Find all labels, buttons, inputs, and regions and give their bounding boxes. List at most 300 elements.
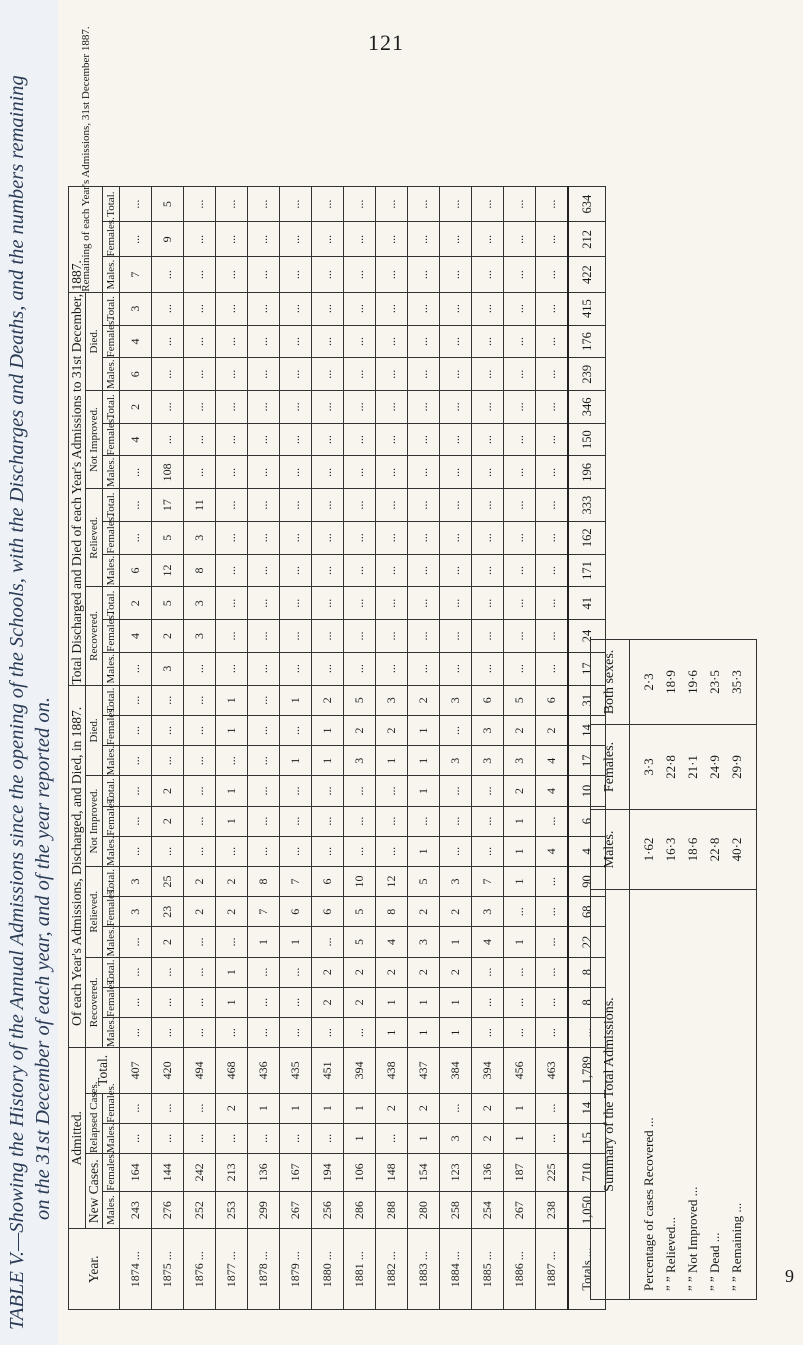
table-cell: ... xyxy=(344,1017,376,1047)
table-cell: ... xyxy=(408,489,440,522)
table-cell: ... xyxy=(216,652,248,685)
table-cell: ... xyxy=(408,187,440,222)
table-cell: ... xyxy=(472,587,504,620)
table-cell: ... xyxy=(312,927,344,957)
table-cell: ... xyxy=(312,358,344,391)
table-cell: 710 xyxy=(568,1153,606,1191)
table-cell: 31 xyxy=(568,685,606,715)
table-cell: 1 xyxy=(216,957,248,987)
table-cell: 4 xyxy=(472,927,504,957)
table-cell: 436 xyxy=(248,1048,280,1093)
table-cell: ... xyxy=(184,806,216,836)
table-cell: 23 xyxy=(152,897,184,927)
year-cell: 1877 ... xyxy=(216,1229,248,1310)
table-cell: 2 xyxy=(312,685,344,715)
header-males: Males. xyxy=(103,257,120,292)
table-cell: 4 xyxy=(536,776,569,806)
table-cell: 5 xyxy=(344,927,376,957)
table-cell: ... xyxy=(120,987,152,1017)
table-cell: ... xyxy=(248,521,280,554)
summary-value: 18·6 xyxy=(685,837,700,862)
table-cell: ... xyxy=(184,325,216,358)
table-cell: 7 xyxy=(472,866,504,896)
header-males: Males. xyxy=(103,554,120,587)
header-males: Males. xyxy=(103,1017,120,1047)
table-cell: ... xyxy=(216,746,248,776)
summary-labels xyxy=(630,890,757,1300)
table-cell: 3 xyxy=(440,685,472,715)
table-cell: ... xyxy=(248,806,280,836)
table-cell: 256 xyxy=(312,1191,344,1229)
table-cell: ... xyxy=(504,554,536,587)
header-total: Total. xyxy=(103,866,120,896)
summary-col-males: Males. xyxy=(591,810,630,890)
table-cell: ... xyxy=(312,652,344,685)
table-cell: 1 xyxy=(504,806,536,836)
table-cell: ... xyxy=(120,927,152,957)
table-cell: ... xyxy=(280,257,312,292)
table-cell: ... xyxy=(152,257,184,292)
table-cell: ... xyxy=(312,292,344,325)
table-cell: ... xyxy=(216,620,248,653)
summary-table xyxy=(590,639,757,1300)
table-cell: ... xyxy=(408,325,440,358)
table-cell: ... xyxy=(248,358,280,391)
summary-rotated xyxy=(590,640,795,1300)
header-total: Total. xyxy=(103,587,120,620)
table-row xyxy=(408,81,440,1310)
table-cell: 176 xyxy=(568,325,606,358)
table-cell: ... xyxy=(472,620,504,653)
table-row xyxy=(312,81,344,1310)
table-cell: ... xyxy=(344,391,376,424)
table-cell: ... xyxy=(440,456,472,489)
table-row xyxy=(504,81,536,1310)
table-cell: ... xyxy=(152,715,184,745)
header-admitted: Admitted. xyxy=(69,1048,86,1229)
table-cell: 164 xyxy=(120,1153,152,1191)
header-females: Females. xyxy=(103,715,120,745)
table-cell: 3 xyxy=(344,746,376,776)
header-females: Females. xyxy=(103,897,120,927)
table-cell: ... xyxy=(344,358,376,391)
table-cell: ... xyxy=(504,187,536,222)
table-cell: ... xyxy=(184,187,216,222)
table-row xyxy=(280,81,312,1310)
header-total: Total. xyxy=(103,489,120,522)
table-cell: ... xyxy=(312,587,344,620)
header-males: Males. xyxy=(103,1123,120,1153)
table-body xyxy=(69,26,606,1310)
table-cell: 2 xyxy=(120,587,152,620)
table-cell: 1 xyxy=(216,806,248,836)
table-cell: ... xyxy=(504,423,536,456)
table-cell: ... xyxy=(440,836,472,866)
table-cell: ... xyxy=(216,836,248,866)
table-cell: ... xyxy=(376,652,408,685)
table-cell: 8 xyxy=(248,866,280,896)
table-cell: 3 xyxy=(472,715,504,745)
table-cell: ... xyxy=(120,836,152,866)
table-cell: 167 xyxy=(280,1153,312,1191)
table-cell: 1 xyxy=(248,1093,280,1123)
page-number: 121 xyxy=(368,30,404,55)
table-cell: 420 xyxy=(152,1048,184,1093)
summary-value: 23·5 xyxy=(707,670,722,694)
table-cell: 17 xyxy=(568,652,606,685)
table-cell: 6 xyxy=(120,554,152,587)
table-cell: 5 xyxy=(152,187,184,222)
summary-label: Percentage of cases Recovered ... xyxy=(641,1117,656,1291)
table-cell: ... xyxy=(472,776,504,806)
summary-value: 35·3 xyxy=(729,670,744,694)
table-cell: 12 xyxy=(376,866,408,896)
title-line-2: on the 31st December of each year, and of the year reported on. xyxy=(32,696,54,1220)
table-cell: 3 xyxy=(184,620,216,653)
table-cell: ... xyxy=(504,489,536,522)
table-cell: 1 xyxy=(216,715,248,745)
table-cell: ... xyxy=(536,187,569,222)
table-cell: ... xyxy=(280,358,312,391)
table-cell: ... xyxy=(280,325,312,358)
table-cell: ... xyxy=(152,1123,184,1153)
table-cell: 6 xyxy=(120,358,152,391)
title-line-1: TABLE V.—Showing the History of the Annual Admissions since the opening of the Schools, with the Discharges and Deaths, and the numbers remaining xyxy=(6,75,28,1330)
table-cell: ... xyxy=(376,222,408,257)
table-cell: ... xyxy=(472,222,504,257)
table-cell: ... xyxy=(504,292,536,325)
table-cell: ... xyxy=(184,957,216,987)
summary-value: 21·1 xyxy=(685,755,700,779)
table-cell: ... xyxy=(152,746,184,776)
table-cell: ... xyxy=(472,456,504,489)
table-cell: 288 xyxy=(376,1191,408,1229)
table-cell: ... xyxy=(504,325,536,358)
table-cell: 4 xyxy=(568,836,606,866)
table-cell: ... xyxy=(376,292,408,325)
table-cell: ... xyxy=(184,222,216,257)
table-cell: ... xyxy=(440,1093,472,1123)
table-cell: 90 xyxy=(568,866,606,896)
summary-col-both: Both sexes. xyxy=(591,640,630,725)
table-cell: 1 xyxy=(504,927,536,957)
header-males: Males. xyxy=(103,836,120,866)
table-cell: ... xyxy=(248,587,280,620)
header-recovered: Recovered. xyxy=(86,587,103,685)
table-cell: ... xyxy=(120,776,152,806)
table-cell: 494 xyxy=(184,1048,216,1093)
table-cell: 7 xyxy=(280,866,312,896)
table-cell: 2 xyxy=(408,957,440,987)
table-cell: ... xyxy=(536,1093,569,1123)
table-cell: ... xyxy=(248,987,280,1017)
table-cell: ... xyxy=(472,187,504,222)
table-cell: ... xyxy=(408,806,440,836)
table-cell: ... xyxy=(184,1093,216,1123)
table-cell: ... xyxy=(472,554,504,587)
table-cell: 5 xyxy=(152,521,184,554)
table-cell: ... xyxy=(536,587,569,620)
summary-value: 3·3 xyxy=(641,758,656,776)
table-cell: ... xyxy=(152,685,184,715)
table-cell: ... xyxy=(280,423,312,456)
table-cell: ... xyxy=(440,806,472,836)
table-cell: 2 xyxy=(312,957,344,987)
table-cell: 1 xyxy=(216,987,248,1017)
table-cell: ... xyxy=(248,257,280,292)
summary-value: 29·9 xyxy=(729,755,744,779)
table-cell: ... xyxy=(152,325,184,358)
table-cell: ... xyxy=(280,620,312,653)
table-cell: 3 xyxy=(120,292,152,325)
table-cell: ... xyxy=(248,836,280,866)
header-total: Total. xyxy=(103,776,120,806)
table-cell: ... xyxy=(312,554,344,587)
table-cell: ... xyxy=(440,325,472,358)
table-cell: ... xyxy=(216,325,248,358)
summary-label: ” ” Dead ... xyxy=(707,1232,722,1291)
summary-value: 40·2 xyxy=(729,837,744,862)
table-cell: ... xyxy=(312,521,344,554)
table-cell: ... xyxy=(472,836,504,866)
table-cell: 384 xyxy=(440,1048,472,1093)
table-cell: 5 xyxy=(344,897,376,927)
table-cell: ... xyxy=(376,187,408,222)
table-cell: ... xyxy=(216,187,248,222)
table-cell: ... xyxy=(376,806,408,836)
table-cell: ... xyxy=(184,776,216,806)
summary-both xyxy=(630,640,757,725)
summary-value: 18·9 xyxy=(663,670,678,694)
table-cell: ... xyxy=(408,423,440,456)
table-cell: 451 xyxy=(312,1048,344,1093)
header-males: Males. xyxy=(103,1191,120,1229)
table-cell: 1,050 xyxy=(568,1191,606,1229)
table-cell: ... xyxy=(344,187,376,222)
table-cell: 242 xyxy=(184,1153,216,1191)
table-cell: ... xyxy=(408,358,440,391)
table-cell: ... xyxy=(280,776,312,806)
table-cell: 2 xyxy=(536,715,569,745)
table-row xyxy=(120,81,152,1310)
table-cell: 2 xyxy=(216,1093,248,1123)
table-cell: 1 xyxy=(280,746,312,776)
table-cell: 6 xyxy=(312,897,344,927)
table-cell: ... xyxy=(344,554,376,587)
table-cell: 407 xyxy=(120,1048,152,1093)
table-cell: 1 xyxy=(312,1093,344,1123)
header-males: Males. xyxy=(103,746,120,776)
table-cell: ... xyxy=(536,423,569,456)
table-cell: 3 xyxy=(440,866,472,896)
table-cell: ... xyxy=(504,987,536,1017)
table-cell: ... xyxy=(248,456,280,489)
table-cell: ... xyxy=(216,358,248,391)
table-cell: ... xyxy=(184,391,216,424)
table-cell: 2 xyxy=(344,957,376,987)
table-cell: ... xyxy=(536,325,569,358)
table-cell: 1 xyxy=(248,927,280,957)
table-cell: ... xyxy=(312,391,344,424)
table-cell: ... xyxy=(472,391,504,424)
table-cell: ... xyxy=(408,587,440,620)
table-cell: ... xyxy=(184,987,216,1017)
table-cell: ... xyxy=(408,292,440,325)
table-cell: ... xyxy=(472,325,504,358)
table-cell: 1 xyxy=(504,1093,536,1123)
table-cell: ... xyxy=(280,554,312,587)
table-cell: ... xyxy=(504,391,536,424)
table-cell: ... xyxy=(152,1017,184,1047)
table-cell: 253 xyxy=(216,1191,248,1229)
table-cell: ... xyxy=(312,456,344,489)
table-cell: 267 xyxy=(280,1191,312,1229)
table-cell: 1 xyxy=(408,746,440,776)
table-cell: ... xyxy=(280,587,312,620)
table-cell: 2 xyxy=(120,391,152,424)
header-of-each-year: Of each Year's Admissions, Discharged, and Died, in 1887. xyxy=(69,685,86,1048)
table-cell: 252 xyxy=(184,1191,216,1229)
table-row xyxy=(440,81,472,1310)
year-cell: 1885 ... xyxy=(472,1229,504,1310)
table-cell: ... xyxy=(440,554,472,587)
table-cell: ... xyxy=(408,554,440,587)
table-cell: 12 xyxy=(152,554,184,587)
table-cell: ... xyxy=(536,554,569,587)
table-cell: ... xyxy=(184,292,216,325)
table-cell: 2 xyxy=(152,927,184,957)
table-cell: ... xyxy=(536,489,569,522)
table-cell: 2 xyxy=(152,776,184,806)
table-cell: 4 xyxy=(376,927,408,957)
table-cell: 7 xyxy=(120,257,152,292)
table-cell: 6 xyxy=(312,866,344,896)
table-cell: 194 xyxy=(312,1153,344,1191)
table-cell: ... xyxy=(344,776,376,806)
table-cell: 2 xyxy=(376,957,408,987)
table-cell: ... xyxy=(408,391,440,424)
table-cell: ... xyxy=(120,1123,152,1153)
year-cell: 1886 ... xyxy=(504,1229,536,1310)
table-cell: 136 xyxy=(472,1153,504,1191)
table-cell: ... xyxy=(472,358,504,391)
table-cell: 299 xyxy=(248,1191,280,1229)
header-relieved: Relieved. xyxy=(86,489,103,587)
table-cell: 3 xyxy=(120,897,152,927)
table-cell: ... xyxy=(376,836,408,866)
table-cell: 438 xyxy=(376,1048,408,1093)
table-cell: 2 xyxy=(408,685,440,715)
year-cell: 1878 ... xyxy=(248,1229,280,1310)
table-cell: ... xyxy=(408,652,440,685)
table-cell: 4 xyxy=(120,620,152,653)
table-cell: ... xyxy=(504,257,536,292)
table-cell: ... xyxy=(248,1123,280,1153)
year-cell: 1884 ... xyxy=(440,1229,472,1310)
table-cell: 2 xyxy=(344,987,376,1017)
table-cell: 2 xyxy=(440,897,472,927)
table-cell: ... xyxy=(504,1017,536,1047)
table-cell: ... xyxy=(440,391,472,424)
table-cell: ... xyxy=(248,715,280,745)
table-cell: ... xyxy=(504,222,536,257)
table-cell: ... xyxy=(568,1017,606,1047)
table-cell: 3 xyxy=(152,652,184,685)
table-cell: ... xyxy=(376,456,408,489)
table-cell: ... xyxy=(376,489,408,522)
table-cell: ... xyxy=(440,489,472,522)
table-cell: ... xyxy=(312,222,344,257)
table-cell: ... xyxy=(504,957,536,987)
page-corner-number: 9 xyxy=(785,1266,794,1286)
table-cell: ... xyxy=(440,292,472,325)
table-row xyxy=(248,81,280,1310)
table-cell: ... xyxy=(152,836,184,866)
header-females: Females. xyxy=(103,1093,120,1123)
table-cell: ... xyxy=(472,1017,504,1047)
table-cell: 9 xyxy=(152,222,184,257)
table-cell: ... xyxy=(376,325,408,358)
year-cell: Totals ... xyxy=(568,1229,606,1310)
table-cell: ... xyxy=(536,358,569,391)
table-cell: 2 xyxy=(216,866,248,896)
table-cell: ... xyxy=(280,187,312,222)
table-cell: 3 xyxy=(440,1123,472,1153)
table-cell: ... xyxy=(184,1017,216,1047)
table-cell: ... xyxy=(248,776,280,806)
table-cell: ... xyxy=(536,957,569,987)
table-cell: 213 xyxy=(216,1153,248,1191)
table-cell: ... xyxy=(120,746,152,776)
table-cell: ... xyxy=(152,987,184,1017)
table-cell: ... xyxy=(312,489,344,522)
header-total: Total. xyxy=(103,685,120,715)
table-cell: ... xyxy=(536,1017,569,1047)
table-cell: ... xyxy=(504,897,536,927)
table-cell: ... xyxy=(504,456,536,489)
table-cell: 346 xyxy=(568,391,606,424)
table-cell: 1 xyxy=(312,715,344,745)
table-cell: ... xyxy=(248,1017,280,1047)
table-cell: 3 xyxy=(472,897,504,927)
table-cell: 3 xyxy=(504,746,536,776)
table-cell: ... xyxy=(184,1123,216,1153)
table-cell: 3 xyxy=(440,746,472,776)
table-cell: ... xyxy=(280,836,312,866)
table-cell: 225 xyxy=(536,1153,569,1191)
table-cell: ... xyxy=(120,806,152,836)
table-cell: 1 xyxy=(280,1093,312,1123)
table-cell: 4 xyxy=(536,746,569,776)
table-cell: 4 xyxy=(536,836,569,866)
table-cell: ... xyxy=(152,957,184,987)
header-total: Total. xyxy=(103,187,120,222)
summary-col-females: Females. xyxy=(591,725,630,810)
table-cell: 1 xyxy=(344,1123,376,1153)
summary-value: 1·62 xyxy=(641,837,656,862)
table-cell: 267 xyxy=(504,1191,536,1229)
table-cell: 11 xyxy=(184,489,216,522)
table-cell: ... xyxy=(344,806,376,836)
year-cell: 1880 ... xyxy=(312,1229,344,1310)
table-cell: 6 xyxy=(536,685,569,715)
table-cell: 1 xyxy=(408,836,440,866)
year-cell: 1881 ... xyxy=(344,1229,376,1310)
table-cell: 1 xyxy=(504,866,536,896)
header-not_improved: Not Improved. xyxy=(86,391,103,489)
table-cell: 437 xyxy=(408,1048,440,1093)
table-cell: 187 xyxy=(504,1153,536,1191)
